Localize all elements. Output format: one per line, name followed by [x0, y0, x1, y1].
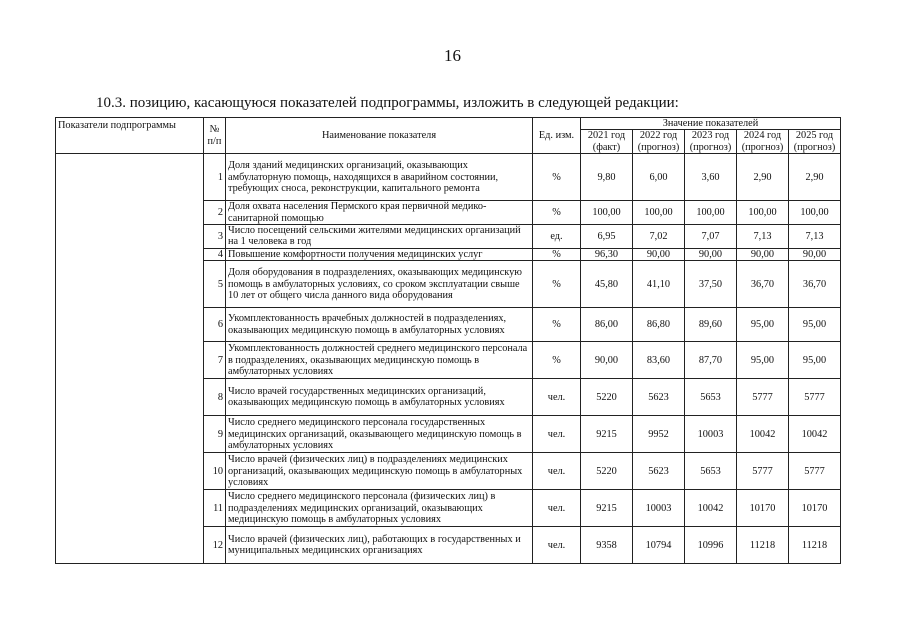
- row-number: 8: [204, 379, 226, 416]
- header-year-2024: 2024 год (прогноз): [737, 130, 789, 154]
- indicator-unit: %: [533, 308, 581, 342]
- row-number: 4: [204, 248, 226, 260]
- indicator-value: 7,13: [789, 225, 841, 249]
- indicator-value: 86,00: [581, 308, 633, 342]
- indicator-unit: %: [533, 201, 581, 225]
- header-year-2025: 2025 год (прогноз): [789, 130, 841, 154]
- indicator-value: 10042: [685, 490, 737, 527]
- indicator-value: 45,80: [581, 261, 633, 308]
- indicator-value: 11218: [789, 527, 841, 564]
- header-year-2022: 2022 год (прогноз): [633, 130, 685, 154]
- indicator-value: 10996: [685, 527, 737, 564]
- indicator-unit: %: [533, 342, 581, 379]
- header-num: № п/п: [204, 118, 226, 154]
- indicator-value: 6,95: [581, 225, 633, 249]
- indicator-value: 5777: [737, 453, 789, 490]
- header-subprogram-indicators: Показатели подпрограммы: [56, 118, 204, 154]
- row-number: 11: [204, 490, 226, 527]
- indicator-value: 5777: [789, 379, 841, 416]
- indicator-value: 9215: [581, 416, 633, 453]
- indicator-value: 95,00: [737, 308, 789, 342]
- row-number: 2: [204, 201, 226, 225]
- indicator-value: 86,80: [633, 308, 685, 342]
- indicator-value: 10003: [685, 416, 737, 453]
- indicator-value: 100,00: [789, 201, 841, 225]
- indicator-value: 90,00: [737, 248, 789, 260]
- indicator-value: 7,02: [633, 225, 685, 249]
- header-year-2021: 2021 год (факт): [581, 130, 633, 154]
- indicator-value: 2,90: [789, 154, 841, 201]
- indicator-value: 96,30: [581, 248, 633, 260]
- indicator-value: 87,70: [685, 342, 737, 379]
- row-number: 7: [204, 342, 226, 379]
- header-row-1: [56, 118, 841, 130]
- indicator-name: Число среднего медицинского персонала государственных медицинских организаций, оказывающего медицинскую помощь в амбулаторных условиях: [226, 416, 533, 453]
- indicator-value: 5777: [737, 379, 789, 416]
- indicator-value: 7,13: [737, 225, 789, 249]
- indicator-unit: %: [533, 248, 581, 260]
- indicator-value: 90,00: [789, 248, 841, 260]
- indicator-value: 5777: [789, 453, 841, 490]
- indicator-value: 36,70: [789, 261, 841, 308]
- indicator-value: 95,00: [789, 308, 841, 342]
- indicator-name: Укомплектованность врачебных должностей в подразделениях, оказывающих медицинскую помощь в амбулаторных условиях: [226, 308, 533, 342]
- indicator-value: 36,70: [737, 261, 789, 308]
- indicator-value: 100,00: [581, 201, 633, 225]
- row-number: 6: [204, 308, 226, 342]
- indicator-name: Доля охвата населения Пермского края первичной медико-санитарной помощью: [226, 201, 533, 225]
- row-number: 1: [204, 154, 226, 201]
- indicator-value: 95,00: [789, 342, 841, 379]
- row-number: 9: [204, 416, 226, 453]
- header-values-group: Значение показателей: [581, 118, 841, 130]
- indicator-value: 5653: [685, 453, 737, 490]
- indicator-value: 100,00: [633, 201, 685, 225]
- indicator-unit: чел.: [533, 527, 581, 564]
- indicator-value: 10042: [789, 416, 841, 453]
- indicator-value: 10170: [789, 490, 841, 527]
- indicator-value: 95,00: [737, 342, 789, 379]
- indicator-value: 5220: [581, 379, 633, 416]
- indicator-value: 9,80: [581, 154, 633, 201]
- indicator-value: 90,00: [633, 248, 685, 260]
- indicator-value: 10170: [737, 490, 789, 527]
- indicator-name: Число среднего медицинского персонала (физических лиц) в подразделениях медицинских организаций, оказывающих медицинскую помощь в амбулаторных условиях: [226, 490, 533, 527]
- indicator-name: Укомплектованность должностей среднего медицинского персонала в подразделениях, оказывающих медицинскую помощь в амбулаторных условиях: [226, 342, 533, 379]
- indicator-value: 10794: [633, 527, 685, 564]
- indicator-value: 5623: [633, 453, 685, 490]
- indicator-unit: чел.: [533, 379, 581, 416]
- indicator-name: Доля оборудования в подразделениях, оказывающих медицинскую помощь в амбулаторных условиях, со сроком эксплуатации свыше 10 лет от общего числа данного вида оборудования: [226, 261, 533, 308]
- indicator-value: 89,60: [685, 308, 737, 342]
- indicator-name: Число врачей государственных медицинских организаций, оказывающих медицинскую помощь в амбулаторных условиях: [226, 379, 533, 416]
- indicator-value: 83,60: [633, 342, 685, 379]
- page-number: 16: [444, 46, 461, 65]
- indicator-value: 7,07: [685, 225, 737, 249]
- indicators-table: [55, 117, 841, 564]
- indicator-unit: чел.: [533, 416, 581, 453]
- indicator-unit: ед.: [533, 225, 581, 249]
- indicator-name: Повышение комфортности получения медицинских услуг: [226, 248, 533, 260]
- table-row: [56, 154, 841, 201]
- indicator-value: 100,00: [685, 201, 737, 225]
- indicator-value: 11218: [737, 527, 789, 564]
- header-unit: Ед. изм.: [533, 118, 581, 154]
- indicator-unit: чел.: [533, 490, 581, 527]
- indicator-unit: чел.: [533, 453, 581, 490]
- indicator-value: 37,50: [685, 261, 737, 308]
- subprogram-cell: [56, 154, 204, 564]
- indicator-value: 6,00: [633, 154, 685, 201]
- indicator-name: Число врачей (физических лиц), работающих в государственных и муниципальных медицинских организациях: [226, 527, 533, 564]
- indicator-value: 3,60: [685, 154, 737, 201]
- indicator-name: Доля зданий медицинских организаций, оказывающих амбулаторную помощь, находящихся в аварийном состоянии, требующих сноса, реконструкции, капитального ремонта: [226, 154, 533, 201]
- row-number: 5: [204, 261, 226, 308]
- indicator-value: 90,00: [685, 248, 737, 260]
- header-year-2023: 2023 год (прогноз): [685, 130, 737, 154]
- indicator-value: 9215: [581, 490, 633, 527]
- indicator-value: 10003: [633, 490, 685, 527]
- row-number: 10: [204, 453, 226, 490]
- indicator-name: Число посещений сельскими жителями медицинских организаций на 1 человека в год: [226, 225, 533, 249]
- indicator-value: 9952: [633, 416, 685, 453]
- section-heading: 10.3. позицию, касающуюся показателей подпрограммы, изложить в следующей редакции:: [96, 95, 679, 111]
- header-name: Наименование показателя: [226, 118, 533, 154]
- indicator-value: 9358: [581, 527, 633, 564]
- indicator-value: 90,00: [581, 342, 633, 379]
- indicator-value: 100,00: [737, 201, 789, 225]
- row-number: 12: [204, 527, 226, 564]
- indicator-value: 10042: [737, 416, 789, 453]
- indicator-value: 5653: [685, 379, 737, 416]
- indicator-value: 41,10: [633, 261, 685, 308]
- row-number: 3: [204, 225, 226, 249]
- indicator-name: Число врачей (физических лиц) в подразделениях медицинских организаций, оказывающих медицинскую помощь в амбулаторных условиях: [226, 453, 533, 490]
- indicator-unit: %: [533, 154, 581, 201]
- indicator-value: 5623: [633, 379, 685, 416]
- indicator-value: 2,90: [737, 154, 789, 201]
- indicator-value: 5220: [581, 453, 633, 490]
- indicator-unit: %: [533, 261, 581, 308]
